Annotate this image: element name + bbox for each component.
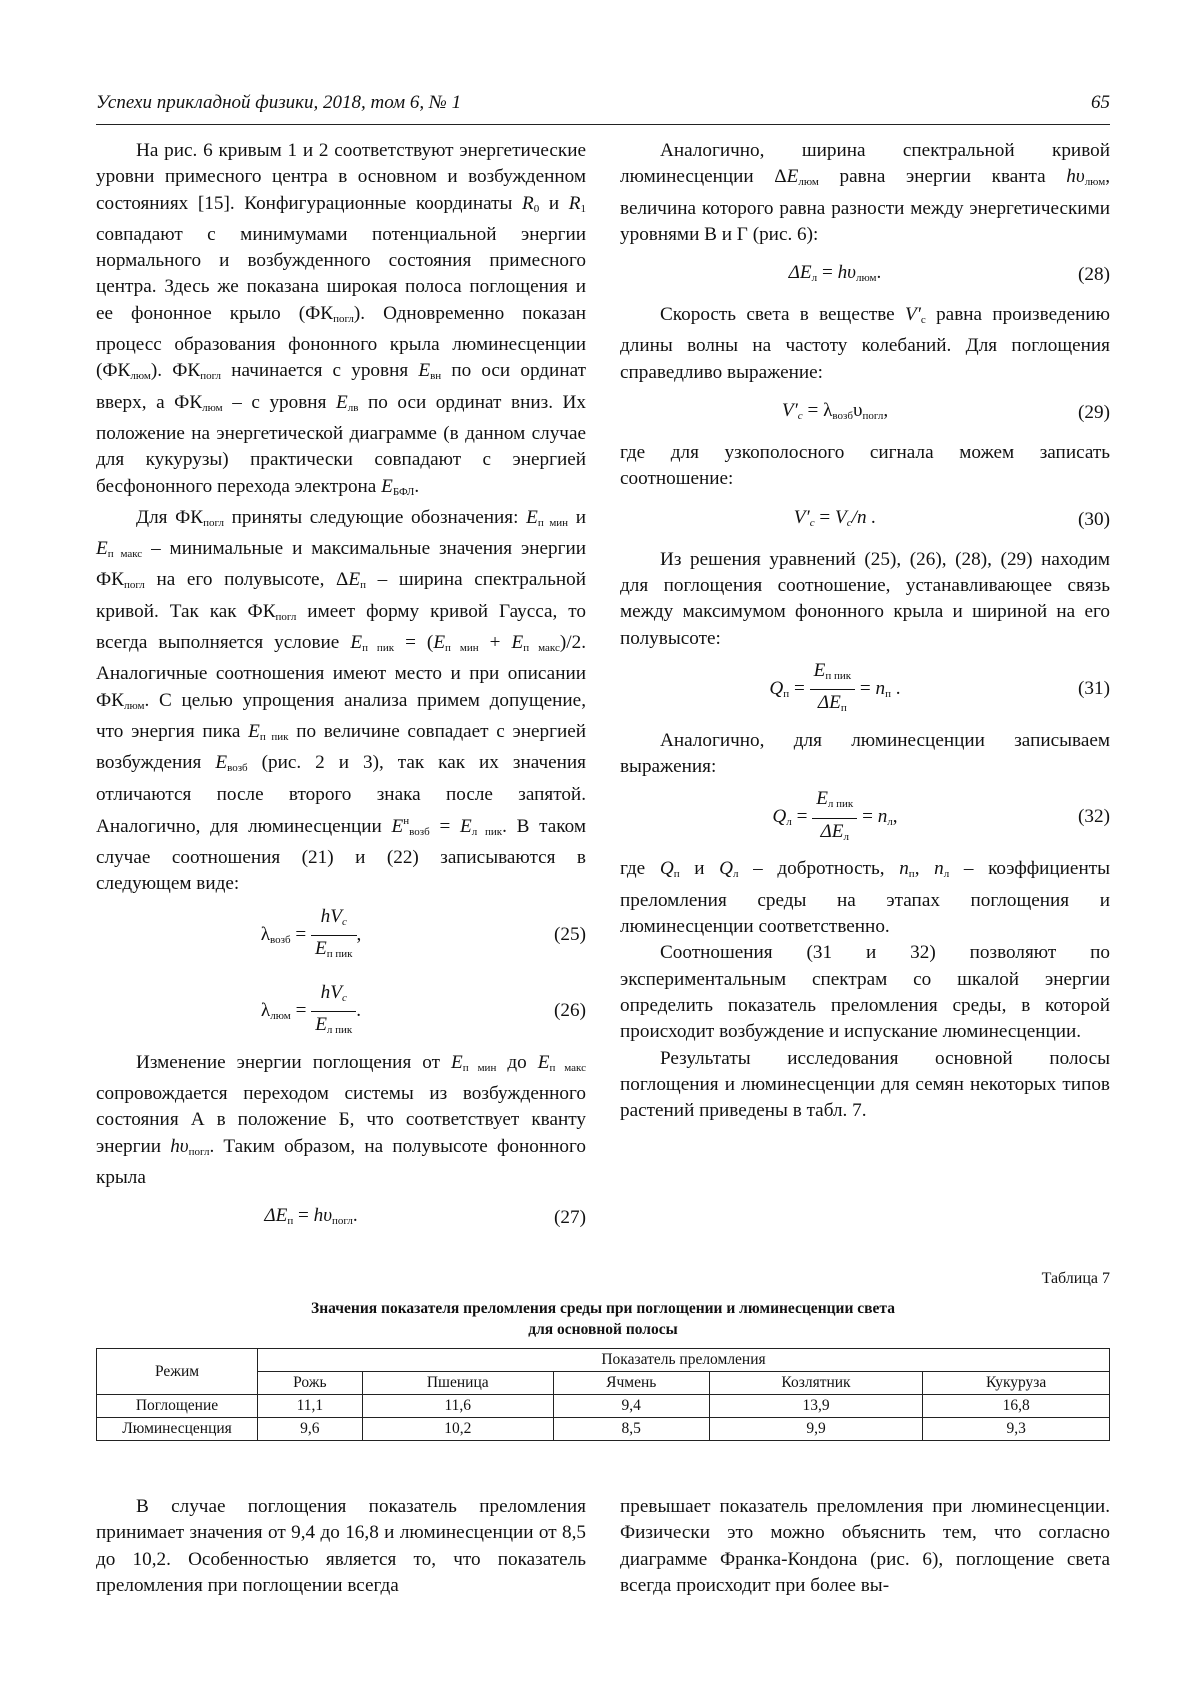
equation-number: (28): [1078, 264, 1110, 286]
paragraph: Скорость света в веществе $V'_c$ равна произведению длины волны на частоту колебаний. Для поглощения справедливо выражение:: [620, 304, 1110, 383]
table-title: [96, 1298, 1110, 1340]
table-title-line: для основной полосы: [528, 1321, 678, 1338]
table-cell: 9,3: [923, 1418, 1110, 1441]
table-cell-mode: Поглощение: [97, 1395, 258, 1418]
paragraph: Изменение энергии поглощения от $E_{п мин}$ до $E_{п макс}$ сопровождается переходом системы из возбужденного состояния А в положение Б, что соответствует кванту энергии $h\upsilon_{погл}$. Таким образом, на полувысоте фононного крыла: [96, 1051, 587, 1188]
equation-30: $V'_c = V_c/n$ . (30): [620, 493, 1110, 547]
table-column-header: Козлятник: [709, 1372, 923, 1395]
table-cell: 13,9: [709, 1395, 923, 1418]
paragraph: превышает показатель преломления при люминесценции. Физически это можно объяснить тем, что согласно диаграмме Франка-Кондона (рис. 6), поглощение света всегда происходит при более вы-: [620, 1496, 1110, 1596]
table-header-group: Показатель преломления: [258, 1349, 1110, 1372]
paragraph: Соотношения (31 и 32) позволяют по экспериментальным спектрам со шкалой энергии определить показатель преломления среды, в которой происходит возбуждение и испускание люминесценции.: [620, 942, 1110, 1043]
journal-title: Успехи прикладной физики, 2018, том 6, № 1: [96, 92, 462, 113]
paragraph: В случае поглощения показатель преломления принимает значения от 9,4 до 16,8 и люминесценции от 8,5 до 10,2. Особенностью является то, что показатель преломления при поглощении всегда: [96, 1496, 586, 1596]
paragraph: где $Q_п$ и $Q_л$ – добротность, $n_п$, $n_л$ – коэффициенты преломления среды на этапах поглощения и люминесценции соответственно.: [620, 858, 1110, 938]
table-column-header: Рожь: [258, 1372, 363, 1395]
refraction-table: [96, 1348, 1110, 1441]
table-cell: 11,6: [362, 1395, 553, 1418]
equation-number: (31): [1078, 677, 1110, 699]
table-column-header: Пшеница: [362, 1372, 553, 1395]
equation-32: $Q_л$ = $\frac{E_{л пик}}{\Delta E_л}$ = $n_л$, (32): [772, 788, 1110, 843]
table-cell-mode: Люминесценция: [97, 1418, 258, 1441]
bottom-right-text: [620, 1494, 1110, 1599]
paragraph: Для $ФК_{погл}$ приняты следующие обозначения: $E_{п мин}$ и $E_{п макс}$ – минимальные и максимальные значения энергии $ФК_{погл}$ на его полувысоте, $\Delta E_п$ – ширина спектральной кривой. Так как $ФК_{погл}$ имеет форму кривой Гаусса, то всегда выполняется условие $E_{п пик} = (E_{п мин} + E_{п макс})/2$. Аналогичные соотношения имеют место и при описании $ФК_{люм}$. С целью упрощения анализа примем допущение, что энергия пика $E_{п пик}$ по величине совпадает с энергией возбуждения $E_{возб}$ (рис. 2 и 3), так как их значения отличаются после второго знака после запятой. Аналогично, для люминесценции $E^н_{возб} = E_{л пик}$. В таком случае соотношения (21) и (22) записываются в следующем виде:: [96, 506, 587, 895]
equation-27: $\Delta E_п = h\upsilon_{погл}$. (27): [96, 1191, 586, 1245]
equation-31: $Q_п$ = $\frac{E_{п пик}}{\Delta E_п}$ = $n_п$ . (31): [769, 659, 1110, 715]
table-cell: 9,4: [553, 1395, 709, 1418]
equation-number: (26): [554, 999, 586, 1021]
equation-number: (27): [554, 1207, 586, 1229]
equation-number: (32): [1078, 806, 1110, 828]
table-cell: 9,9: [709, 1418, 923, 1441]
paragraph: Аналогично, для люминесценции записываем выражения:: [620, 729, 1110, 778]
equation-number: (29): [1078, 402, 1110, 424]
table-title-line: Значения показателя преломления среды при поглощении и люминесценции света: [311, 1300, 895, 1317]
right-column: [620, 138, 1110, 1124]
table-row: [97, 1395, 1110, 1418]
equation-26: $\lambda_{люм}$ = $\frac{hV_c}{E_{л пик}}$ . (26): [260, 981, 586, 1037]
table-column-header: Кукуруза: [923, 1372, 1110, 1395]
table-cell: 9,6: [258, 1418, 363, 1441]
equation-number: (30): [1078, 508, 1110, 530]
paragraph: где для узкополосного сигнала можем записать соотношение:: [620, 442, 1110, 490]
equation-number: (25): [554, 923, 586, 945]
table-column-header: Ячмень: [553, 1372, 709, 1395]
paragraph: На рис. 6 кривым 1 и 2 соответствуют энергетические уровни примесного центра в основном и возбужденном состояниях [15]. Конфигурационные координаты $R_0$ и $R_1$ совпадают с минимумами потенциальной энергии нормального и возбужденного состояния примесного центра. Здесь же показана широкая полоса поглощения и ее фононное крыло $(ФК_{погл})$. Одновременно показан процесс образования фононного крыла люминесценции $(ФК_{люм})$. $ФК_{погл}$ начинается с уровня $E_{вн}$ по оси ординат вверх, а $ФК_{люм}$ – с уровня $E_{лв}$ по оси ординат вниз. Их положение на энергетической диаграмме (в данном случае для кукурузы) практически совпадают с энергией бесфононного перехода электрона $E_{БФЛ}$.: [96, 140, 587, 498]
left-column: [96, 138, 586, 1245]
equation-28: $\Delta E_л = h\upsilon_{люм}$. (28): [620, 248, 1110, 302]
table-cell: 11,1: [258, 1395, 363, 1418]
table-cell: 10,2: [362, 1418, 553, 1441]
equation-29: $V'_c = \lambda_{возб}\upsilon_{погл}$, (29): [620, 386, 1110, 440]
bottom-left-text: [96, 1494, 586, 1599]
table-row: [97, 1418, 1110, 1441]
table-header-mode: Режим: [97, 1349, 258, 1395]
running-header: [96, 92, 1110, 125]
equation-25: $\lambda_{возб}$ = $\frac{hV_c}{E_{п пик}}$ , (25): [260, 905, 586, 961]
page-number: 65: [1091, 92, 1110, 113]
paragraph: Аналогично, ширина спектральной кривой люминесценции $\Delta E_{люм}$ равна энергии кванта $h\upsilon_{люм}$, величина которого равна разности между энергетическими уровнями В и Г (рис. 6):: [620, 140, 1111, 245]
table-cell: 8,5: [553, 1418, 709, 1441]
paragraph: Из решения уравнений (25), (26), (28), (29) находим для поглощения соотношение, устанавливающее связь между максимумом фононного крыла и шириной на его полувысоте:: [620, 548, 1110, 649]
table-cell: 16,8: [923, 1395, 1110, 1418]
paragraph: Результаты исследования основной полосы поглощения и люминесценции для семян некоторых типов растений приведены в табл. 7.: [620, 1047, 1110, 1122]
table-number: Таблица 7: [1041, 1270, 1110, 1287]
